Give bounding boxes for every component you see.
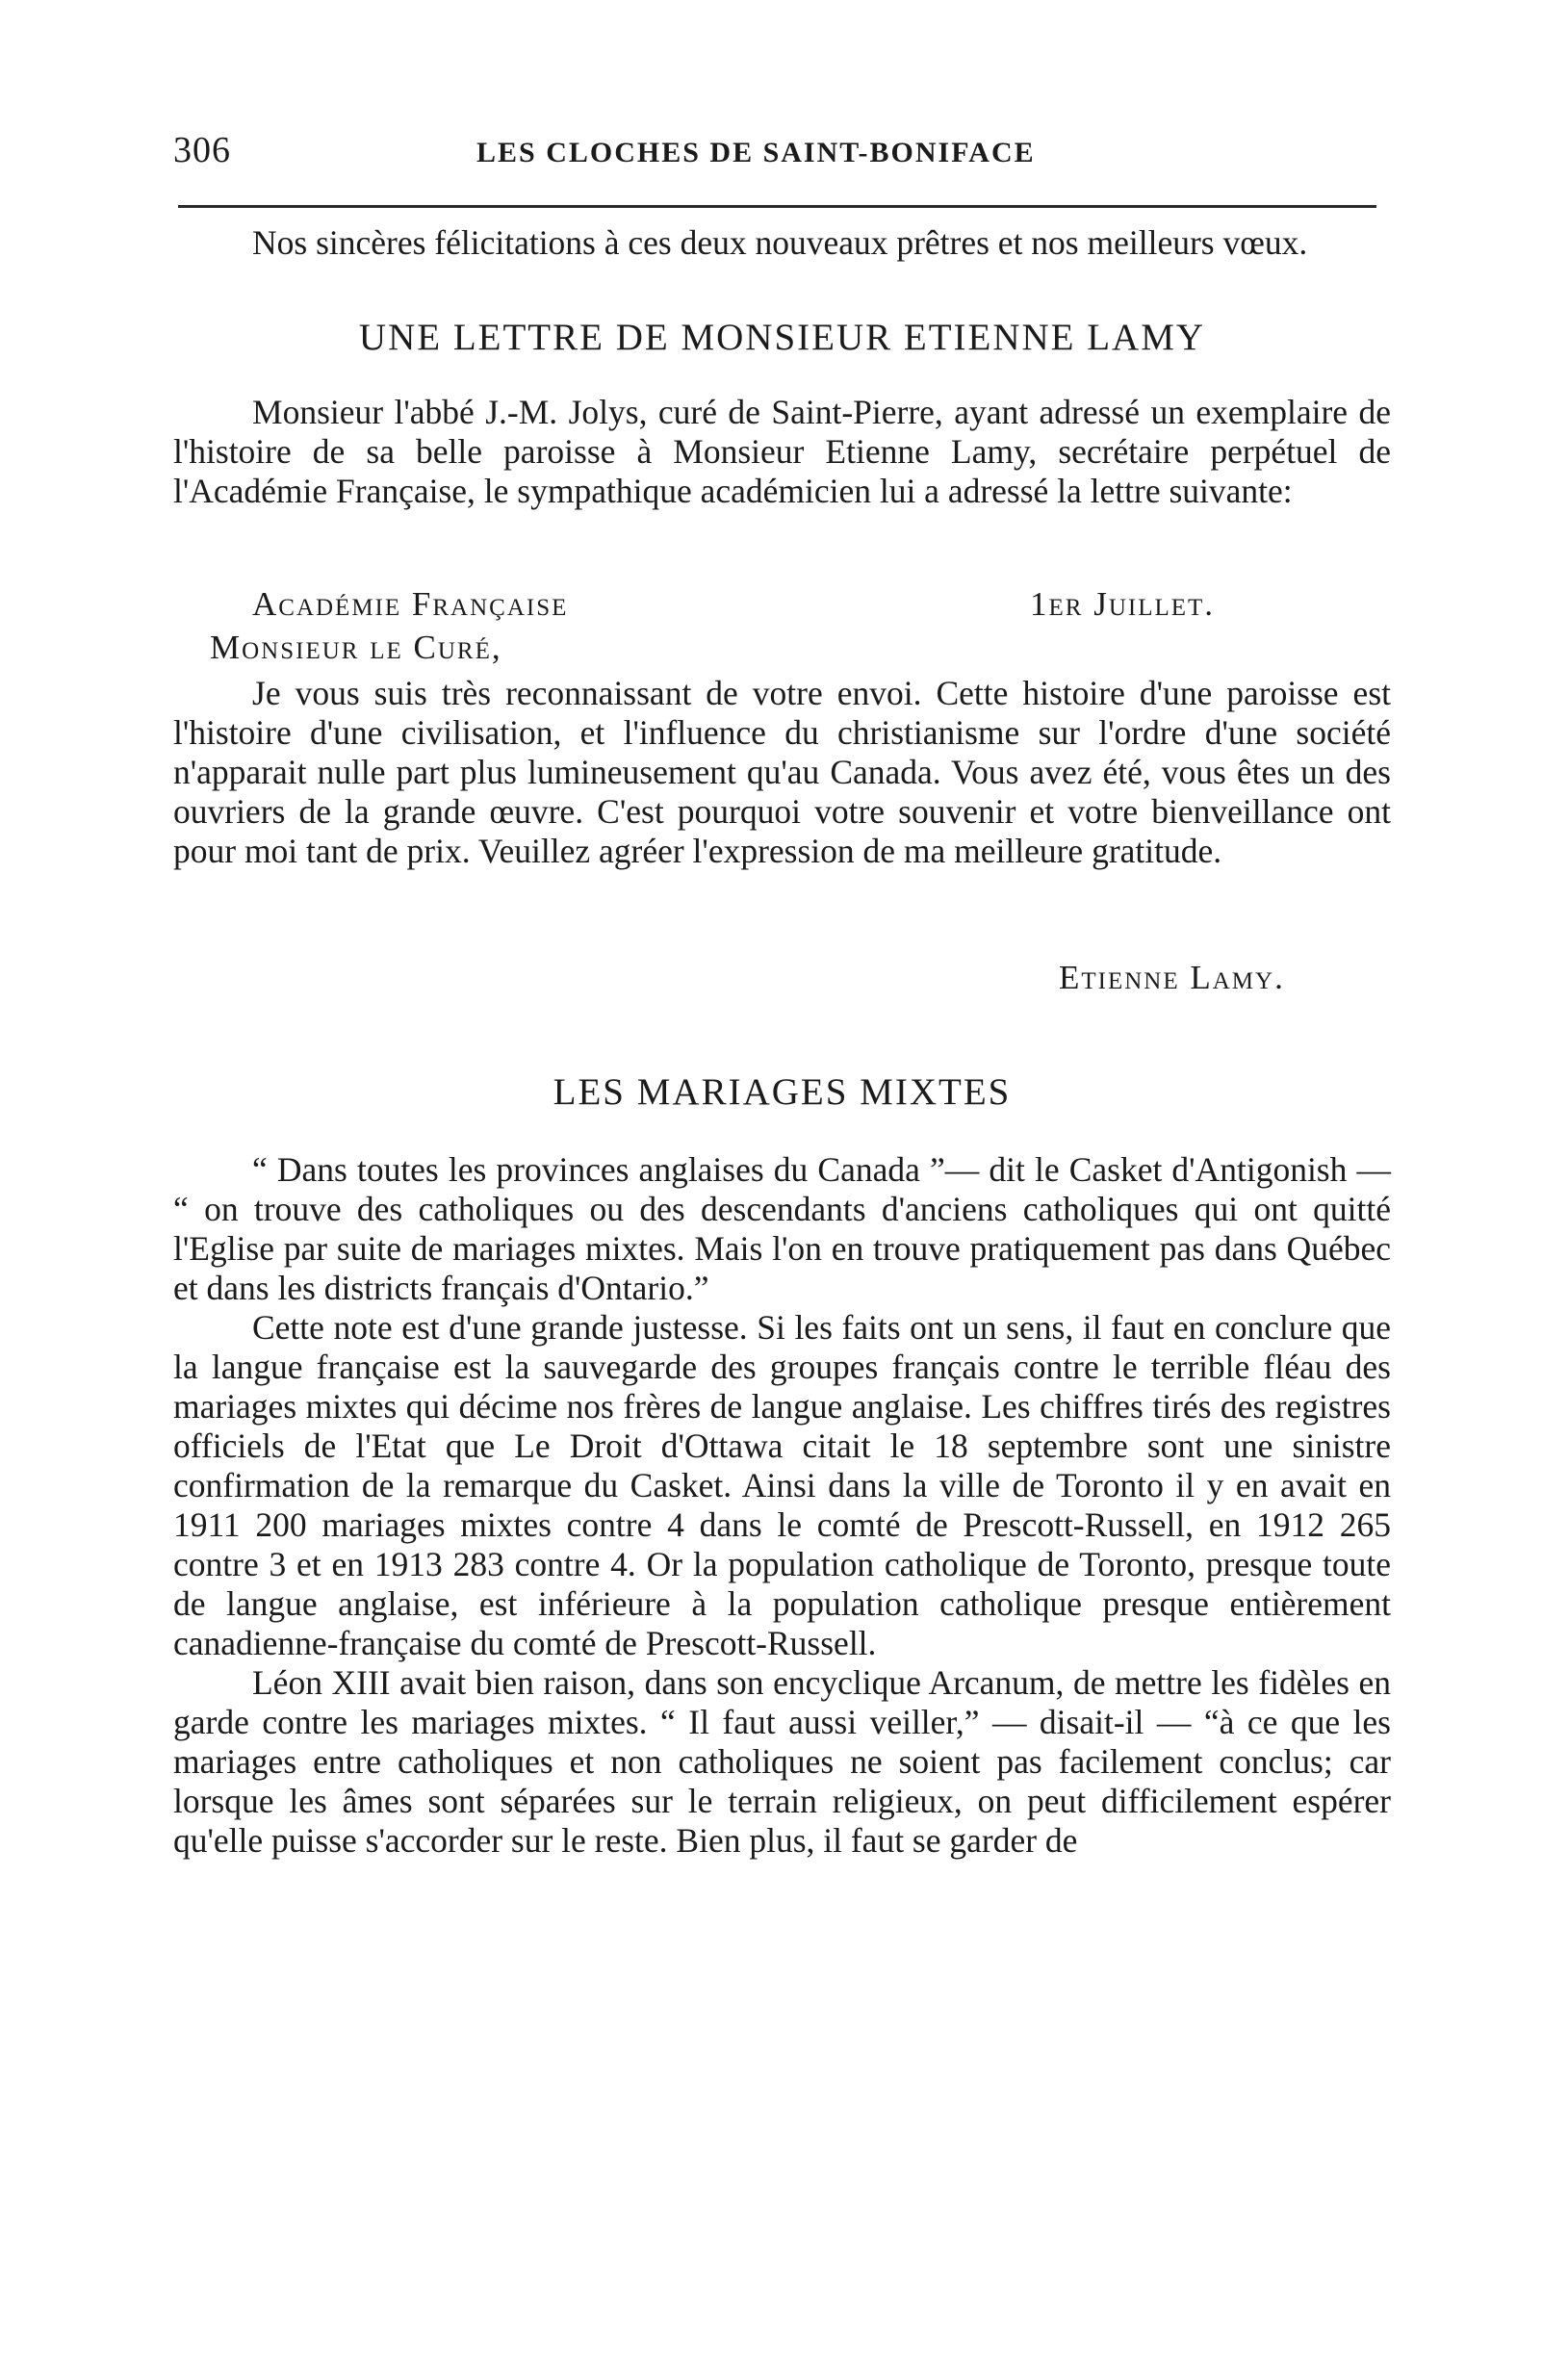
section-one-paragraph-block: [173, 393, 1391, 511]
letter-signature: Etienne Lamy.: [1059, 959, 1285, 996]
section-two-paragraph: “ Dans toutes les provinces anglaises du Canada ”— dit le Casket d'Antigonish — “ on trouve des catholiques ou des descendants d'anciens catholiques qui ont quitté l'Eglise par suite de mariages mixtes. Mais l'on en trouve pratiquement pas dans Québec et dans les districts français d'Ontario.”: [173, 1150, 1391, 1307]
letter-salutation: Monsieur le Curé,: [210, 629, 502, 666]
section-two-paragraph: Cette note est d'une grande justesse. Si les faits ont un sens, il faut en conclure que la langue française est la sauvegarde des groupes français contre le terrible fléau des mariages mixtes qui décime nos frères de langue anglaise. Les chiffres tirés des registres officiels de l'Etat que Le Droit d'Ottawa citait le 18 septembre sont une sinistre confirmation de la remarque du Casket. Ainsi dans la ville de Toronto il y en avait en 1911 200 mariages mixtes contre 4 dans le comté de Prescott-Russell, en 1912 265 contre 3 et en 1913 283 contre 4. Or la population catholique de Toronto, presque toute de langue anglaise, est inférieure à la population catholique presque entièrement canadienne-française du comté de Prescott-Russell.: [173, 1308, 1391, 1662]
section-title-lettre: UNE LETTRE DE MONSIEUR ETIENNE LAMY: [358, 317, 1206, 358]
section-two-block: [173, 1150, 1391, 1861]
page-number: 306: [173, 130, 231, 170]
section-two-paragraph: Léon XIII avait bien raison, dans son encyclique Arcanum, de mettre les fidèles en garde contre les mariages mixtes. “ Il faut aussi veiller,” — disait-il — “à ce que les mariages entre catholiques et non catholiques ne soient pas facilement conclus; car lorsque les âmes sont séparées sur le terrain religieux, on peut difficilement espérer qu'elle puisse s'accorder sur le reste. Bien plus, il faut se garder de: [173, 1663, 1391, 1860]
header-rule: [178, 205, 1376, 208]
section-title-mariages: LES MARIAGES MIXTES: [553, 1071, 1012, 1113]
intro-paragraph: Nos sincères félicitations à ces deux nouveaux prêtres et nos meilleurs vœux.: [252, 223, 1308, 262]
intro-block: [173, 223, 1391, 263]
page-header: [173, 123, 1376, 181]
letter-date: 1er Juillet.: [1030, 585, 1216, 623]
running-title: LES CLOCHES DE SAINT-BONIFACE: [476, 137, 1036, 168]
letter-body: Je vous suis très reconnaissant de votre envoi. Cette histoire d'une paroisse est l'histoire d'une civilisation, et l'influence du christianisme sur l'ordre d'une société n'apparait nulle part plus lumineusement qu'au Canada. Vous avez été, vous êtes un des ouvriers de la grande œuvre. C'est pourquoi votre souvenir et votre bienveillance ont pour moi tant de prix. Veuillez agréer l'expression de ma meilleure gratitude.: [173, 674, 1391, 870]
letter-body-block: [173, 674, 1391, 871]
letter-institution: Académie Française: [252, 585, 569, 623]
section-one-paragraph: Monsieur l'abbé J.-M. Jolys, curé de Saint-Pierre, ayant adressé un exemplaire de l'histoire de sa belle paroisse à Monsieur Etienne Lamy, secrétaire perpétuel de l'Académie Française, le sympathique académicien lui a adressé la lettre suivante:: [173, 393, 1391, 510]
